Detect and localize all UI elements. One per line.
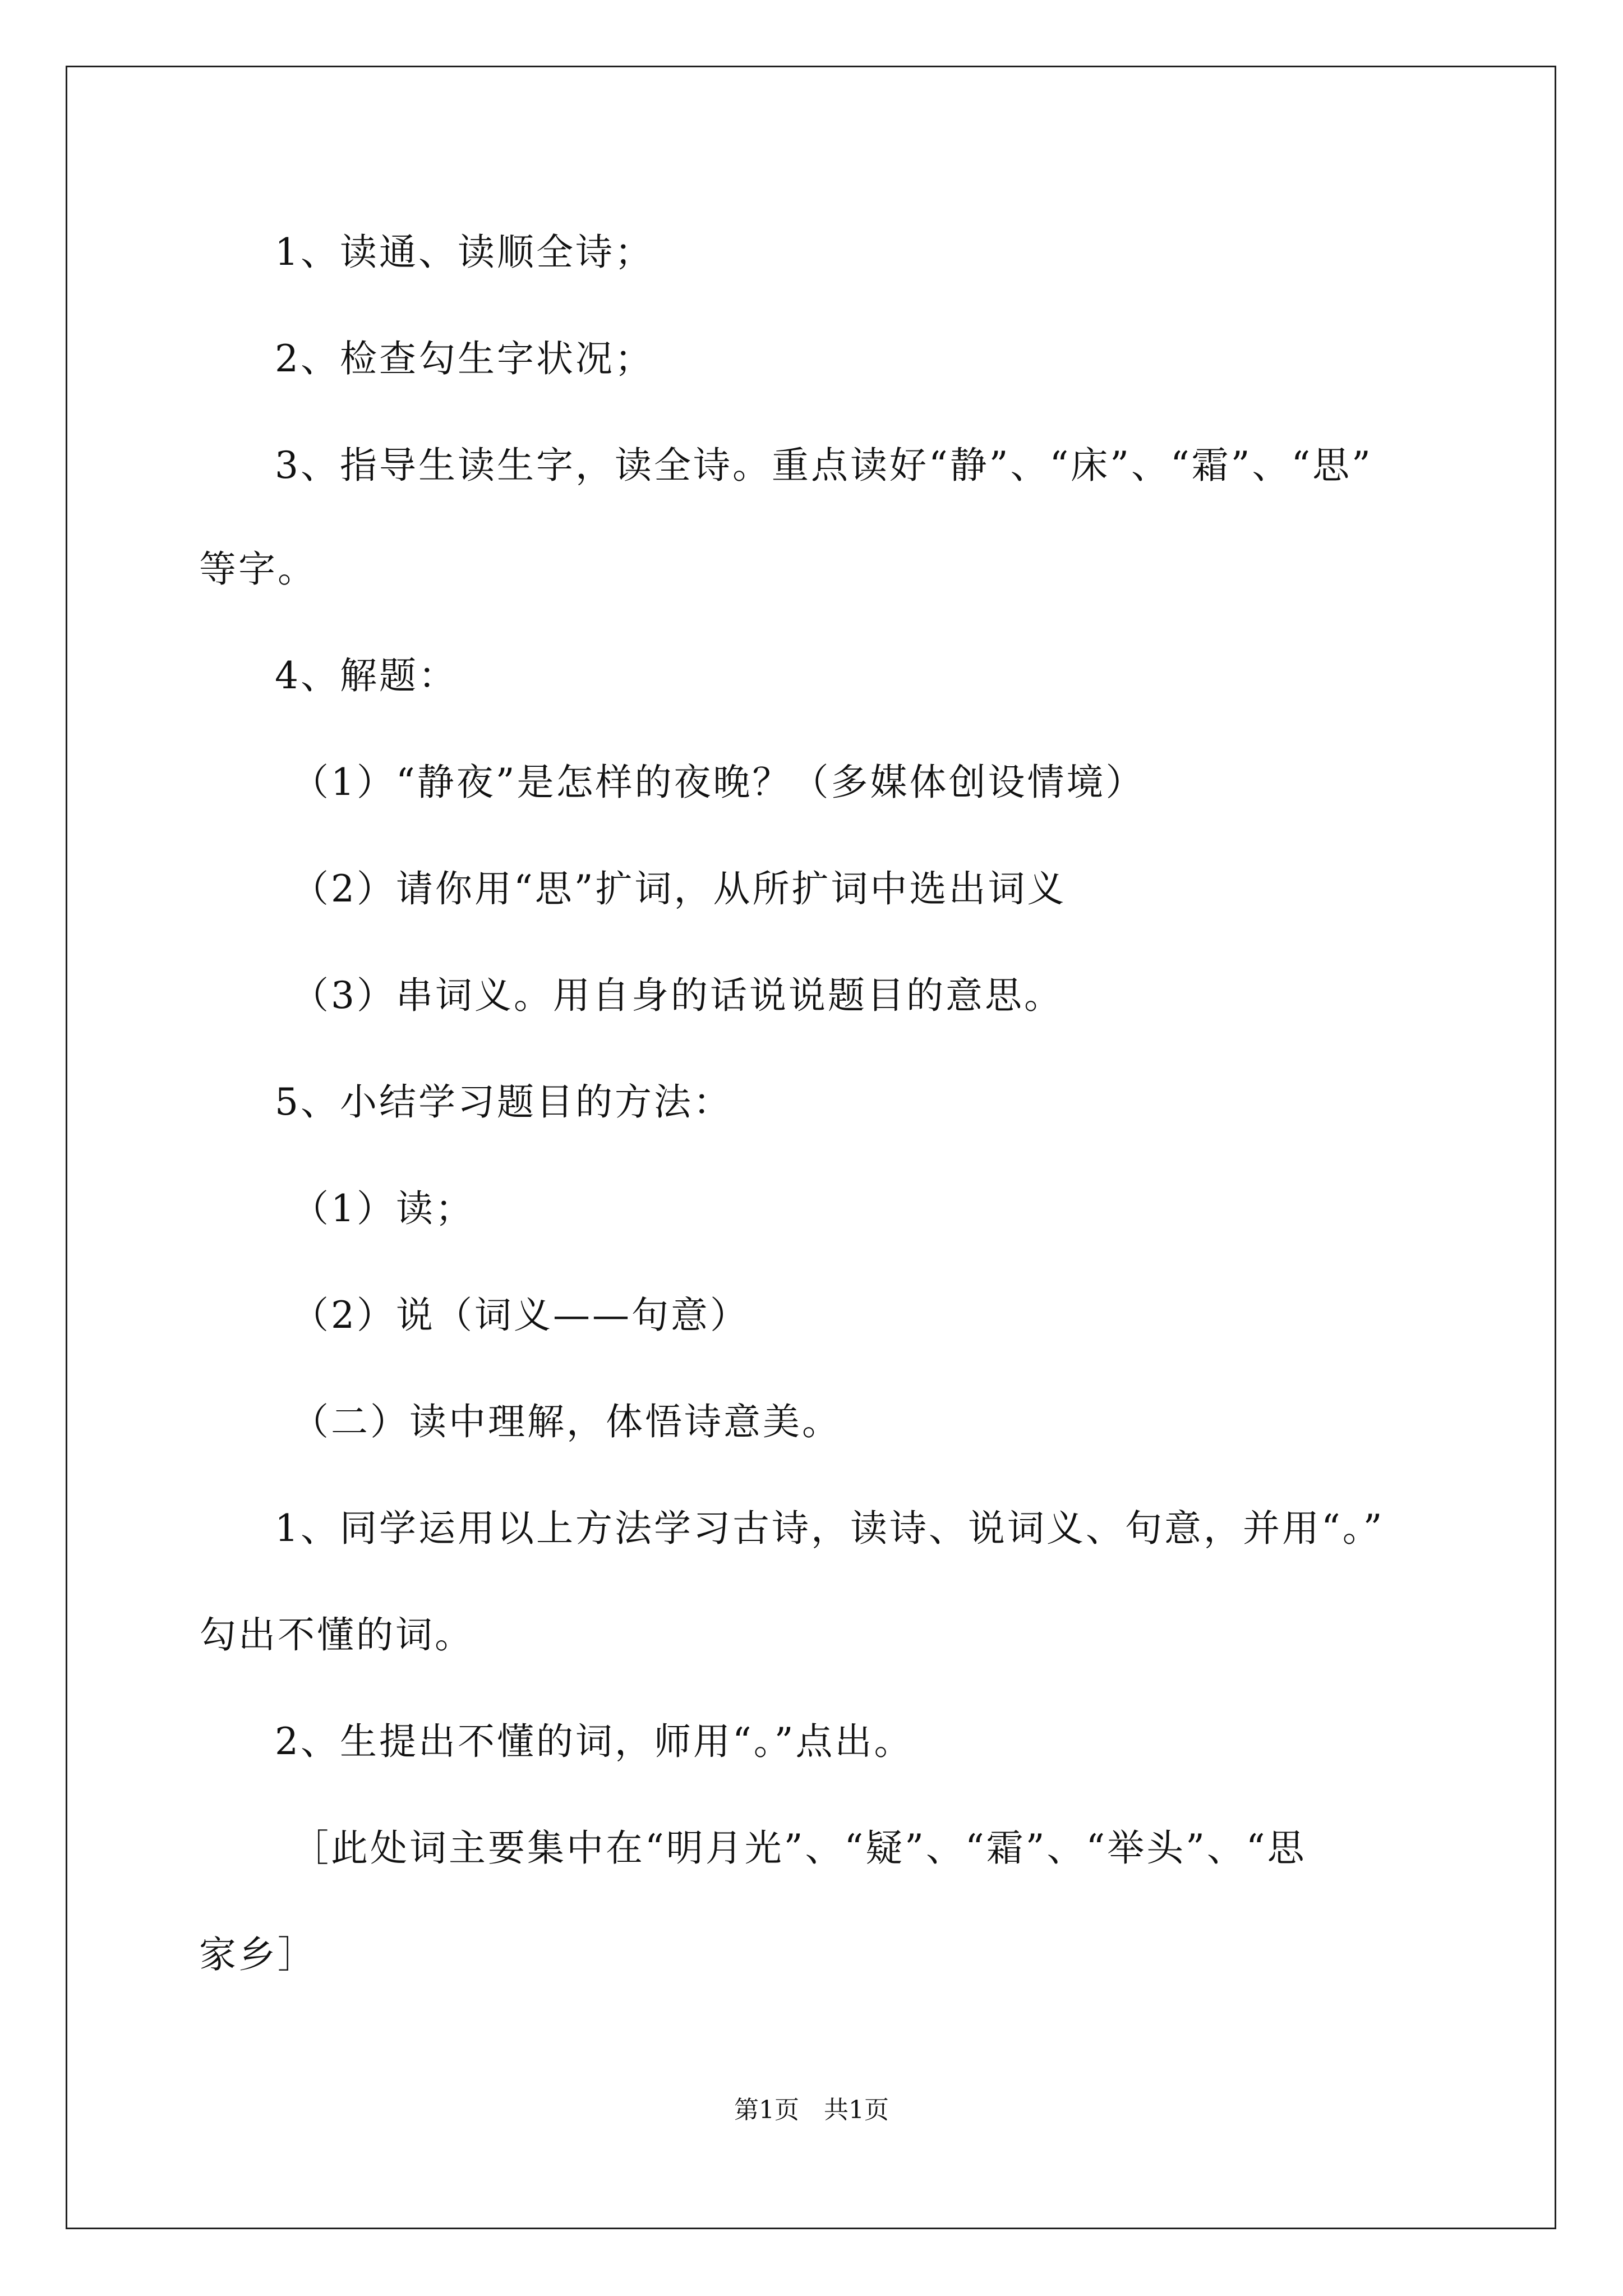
text-line-7: （2）请你用“思”扩词，从所扩词中选出词义 [292,867,1067,910]
text-line-14: 勾出不懂的词。 [199,1613,474,1657]
text-line-15: 2、生提出不懂的词，师用“。”点出。 [275,1720,914,1763]
text-line-3: 3、指导生读生字，读全诗。重点读好“静”、“床”、“霜”、“思” [275,444,1373,487]
text-line-17: 家乡］ [199,1933,317,1976]
text-line-11: （2）说（词义——句意） [292,1294,749,1337]
text-line-10: （1）读； [292,1187,474,1230]
text-line-5: 4、解题： [275,654,458,697]
text-line-1: 1、读通、读顺全诗； [275,231,654,274]
text-line-2: 2、检查勾生字状况； [275,337,654,380]
text-line-12: （二）读中理解，体悟诗意美。 [292,1400,841,1443]
page-footer: 第1页 共1页 [734,2096,889,2124]
text-line-16: ［此处词主要集中在“明月光”、“疑”、“霜”、“举头”、“思 [292,1826,1307,1870]
page-border [66,66,1556,2229]
text-line-9: 5、小结学习题目的方法： [275,1080,732,1124]
text-line-8: （3）串词义。用自身的话说说题目的意思。 [292,974,1063,1017]
text-line-4: 等字。 [199,547,317,591]
text-line-6: （1）“静夜”是怎样的夜晚？（多媒体创设情境） [292,761,1145,804]
text-line-13: 1、同学运用以上方法学习古诗，读诗、说词义、句意，并用“。” [275,1507,1385,1550]
